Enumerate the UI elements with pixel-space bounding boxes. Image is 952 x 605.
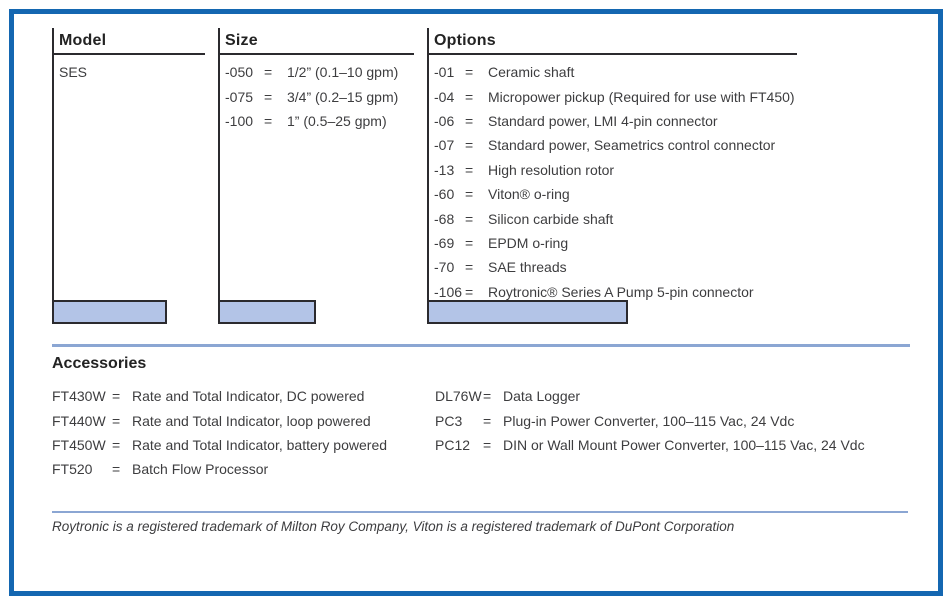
accessory-row <box>435 433 905 457</box>
equals-sign: = <box>264 112 273 129</box>
accessories-top-divider <box>52 344 910 347</box>
options-fill-box <box>427 300 628 324</box>
accessory-row <box>52 384 422 408</box>
option-row <box>429 60 797 84</box>
size-column <box>218 28 414 300</box>
option-description: Ceramic shaft <box>488 64 575 81</box>
size-description: 3/4” (0.2–15 gpm) <box>287 88 399 105</box>
accessory-code: FT440W <box>52 412 106 429</box>
option-description: High resolution rotor <box>488 161 615 178</box>
equals-sign: = <box>465 112 474 129</box>
option-row <box>429 206 797 230</box>
equals-sign: = <box>112 436 121 453</box>
equals-sign: = <box>112 461 121 478</box>
equals-sign: = <box>465 234 474 251</box>
equals-sign: = <box>483 436 492 453</box>
option-row <box>429 255 797 279</box>
size-row <box>220 84 414 108</box>
equals-sign: = <box>264 88 273 105</box>
accessory-description: Rate and Total Indicator, loop powered <box>132 412 371 429</box>
options-column <box>427 28 797 300</box>
accessory-row <box>435 408 905 432</box>
equals-sign: = <box>112 412 121 429</box>
size-description: 1/2” (0.1–10 gpm) <box>287 64 399 81</box>
accessory-code: PC12 <box>435 436 471 453</box>
option-row <box>429 158 797 182</box>
equals-sign: = <box>465 259 474 276</box>
option-row <box>429 84 797 108</box>
option-code: -06 <box>434 112 455 129</box>
equals-sign: = <box>465 88 474 105</box>
accessory-row <box>435 384 905 408</box>
equals-sign: = <box>483 412 492 429</box>
option-code: -60 <box>434 186 455 203</box>
equals-sign: = <box>264 64 273 81</box>
size-rows <box>220 55 414 133</box>
model-column <box>52 28 205 300</box>
accessory-code: PC3 <box>435 412 463 429</box>
option-code: -07 <box>434 137 455 154</box>
option-description: SAE threads <box>488 259 567 276</box>
size-code: -075 <box>225 88 254 105</box>
accessory-code: FT450W <box>52 436 106 453</box>
size-code: -100 <box>225 112 254 129</box>
option-row <box>429 182 797 206</box>
footnote-divider <box>52 511 908 513</box>
accessory-description: Rate and Total Indicator, battery powered <box>132 436 388 453</box>
option-row <box>429 231 797 255</box>
option-code: -106 <box>434 283 463 300</box>
accessory-row <box>52 408 422 432</box>
accessory-description: Data Logger <box>503 388 581 405</box>
accessories-right-list <box>435 384 905 457</box>
option-code: -13 <box>434 161 455 178</box>
model-row <box>54 60 205 84</box>
option-row <box>429 133 797 157</box>
option-description: Roytronic® Series A Pump 5-pin connector <box>488 283 754 300</box>
equals-sign: = <box>483 388 492 405</box>
size-code: -050 <box>225 64 254 81</box>
option-code: -70 <box>434 259 455 276</box>
accessory-code: FT520 <box>52 461 93 478</box>
accessory-description: Rate and Total Indicator, DC powered <box>132 388 365 405</box>
size-fill-box <box>218 300 316 324</box>
model-column-header: Model <box>54 28 205 55</box>
size-column-header: Size <box>220 28 414 55</box>
equals-sign: = <box>112 388 121 405</box>
option-description: Micropower pickup (Required for use with FT450) <box>488 88 795 105</box>
size-row <box>220 60 414 84</box>
equals-sign: = <box>465 161 474 178</box>
equals-sign: = <box>465 64 474 81</box>
option-description: Standard power, Seametrics control connector <box>488 137 776 154</box>
options-rows <box>429 55 797 304</box>
size-row <box>220 109 414 133</box>
equals-sign: = <box>465 283 474 300</box>
option-code: -69 <box>434 234 455 251</box>
options-column-header: Options <box>429 28 797 55</box>
option-description: Standard power, LMI 4-pin connector <box>488 112 718 129</box>
option-row <box>429 109 797 133</box>
model-code: SES <box>59 64 88 81</box>
accessories-left-list <box>52 384 422 482</box>
model-rows <box>54 55 205 84</box>
accessories-title: Accessories <box>52 355 147 372</box>
option-code: -01 <box>434 64 455 81</box>
option-description: Silicon carbide shaft <box>488 210 614 227</box>
option-description: Viton® o-ring <box>488 186 570 203</box>
equals-sign: = <box>465 186 474 203</box>
size-description: 1” (0.5–25 gpm) <box>287 112 387 129</box>
option-description: EPDM o-ring <box>488 234 569 251</box>
accessory-description: DIN or Wall Mount Power Converter, 100–115 Vac, 24 Vdc <box>503 436 865 453</box>
accessory-row <box>52 433 422 457</box>
accessory-description: Plug-in Power Converter, 100–115 Vac, 24 Vdc <box>503 412 795 429</box>
equals-sign: = <box>465 137 474 154</box>
accessory-code: FT430W <box>52 388 106 405</box>
trademark-footnote: Roytronic is a registered trademark of Milton Roy Company, Viton is a registered trademark of DuPont Corporation <box>52 519 735 534</box>
model-fill-box <box>52 300 167 324</box>
equals-sign: = <box>465 210 474 227</box>
accessory-description: Batch Flow Processor <box>132 461 269 478</box>
option-code: -68 <box>434 210 455 227</box>
accessory-code: DL76W <box>435 388 482 405</box>
option-code: -04 <box>434 88 455 105</box>
accessory-row <box>52 457 422 481</box>
